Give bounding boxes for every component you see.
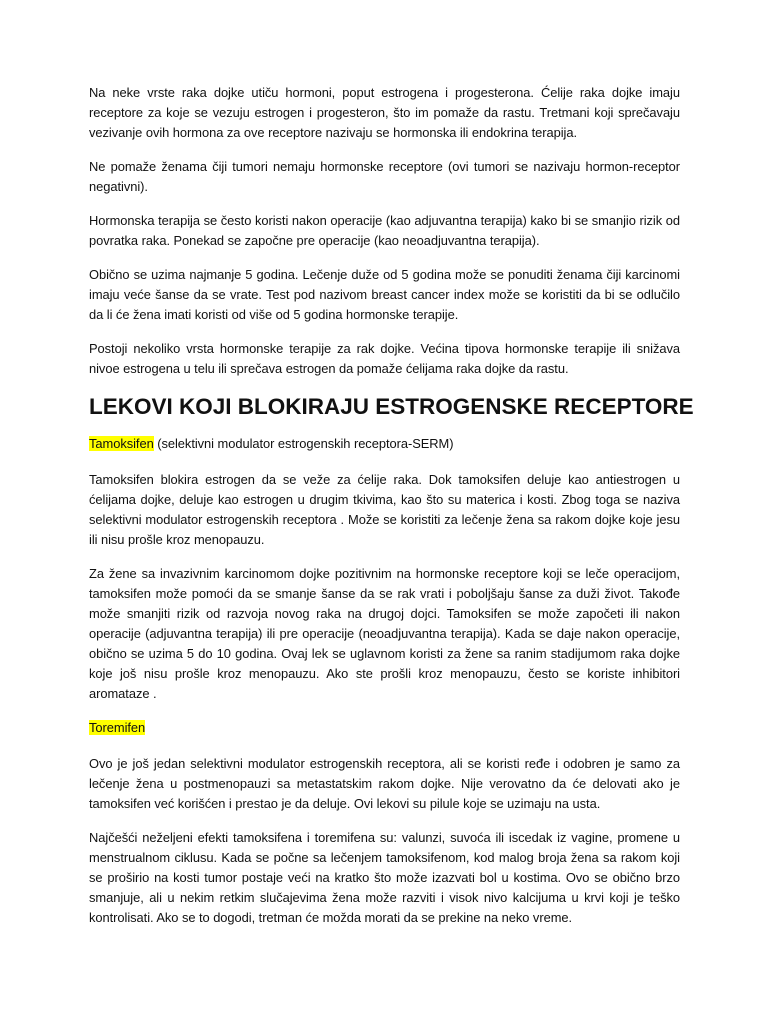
toremifen-highlight: Toremifen: [89, 720, 146, 735]
intro-paragraph-3: Hormonska terapija se često koristi nakon operacije (kao adjuvantna terapija) kako bi se smanjio rizik od povratka raka. Ponekad se započne pre operacije (kao neoadjuvantna terapija).: [89, 213, 680, 248]
tamoksifen-highlight: Tamoksifen: [89, 436, 154, 451]
intro-paragraph-4: Obično se uzima najmanje 5 godina. Lečenje duže od 5 godina može se ponuditi ženama čiji karcinomi imaju veće šanse da se vrate. Test pod nazivom breast cancer index može se koristiti da bi se odlučilo da li će žena imati koristi od više od 5 godina hormonske terapije.: [89, 267, 680, 322]
intro-paragraph-2: Ne pomaže ženama čiji tumori nemaju hormonske receptore (ovi tumori se nazivaju hormon-receptor negativni).: [89, 159, 680, 194]
tamoksifen-description: (selektivni modulator estrogenskih receptora-SERM): [153, 436, 454, 451]
intro-paragraph-1: Na neke vrste raka dojke utiču hormoni, poput estrogena i progesterona. Ćelije raka dojke imaju receptore za koje se vezuju estrogen i progesteron, što im pomaže da rastu. Tretmani koji sprečavaju vezivanje ovih hormona za ove receptore nazivaju se hormonska ili endokrina terapija.: [89, 85, 680, 140]
tamoksifen-paragraph-1: Tamoksifen blokira estrogen da se veže za ćelije raka. Dok tamoksifen deluje kao antiestrogen u ćelijama dojke, deluje kao estrogen u drugim tkivima, kao što su materica i kosti. Zbog toga se naziva selektivni modulator estrogenskih receptora . Može se koristiti za lečenje žena sa rakom dojke koje jesu ili nisu prošle kroz menopauzu.: [89, 472, 680, 547]
toremifen-paragraph-1: Ovo je još jedan selektivni modulator estrogenskih receptora, ali se koristi ređe i odobren je samo za lečenje žena u postmenopauzi sa metastatskim rakom dojke. Nije verovatno da će delovati ako je tamoksifen već korišćen i prestao je da deluje. Ovi lekovi su pilule koje se uzimaju na usta.: [89, 756, 680, 811]
side-effects-paragraph: Najčešći neželjeni efekti tamoksifena i toremifena su: valunzi, suvoća ili iscedak iz vagine, promene u menstrualnom ciklusu. Kada se počne sa lečenjem tamoksifenom, kod malog broja žena sa rakom koji se proširio na kosti tumor postaje veći na kratko što može izazvati bol u kostima. Ovo se obično brzo smanjuje, ali u nekim retkim slučajevima žena može razviti i visok nivo kalcijuma u krvi koji je teško kontrolisati. Ako se to dogodi, tretman će možda morati da se prekine na neko vreme.: [89, 830, 680, 925]
toremifen-subheading: [89, 718, 680, 738]
tamoksifen-paragraph-2: Za žene sa invazivnim karcinomom dojke pozitivnim na hormonske receptore koji se leče operacijom, tamoksifen može pomoći da se smanje šanse da se rak vrati i poboljšaju šanse za duži život. Takođe može smanjiti rizik od razvoja novog raka na drugoj dojci. Tamoksifen se može započeti ili nakon operacije (adjuvantna terapija) ili pre operacije (neoadjuvantna terapija). Kada se daje nakon operacije, obično se uzima 5 do 10 godina. Ovaj lek se uglavnom koristi za žene sa ranim stadijumom raka dojke koje još nisu prošle kroz menopauzu. Ako ste prošli kroz menopauzu, često se koriste inhibitori aromataze .: [89, 566, 680, 701]
tamoksifen-subheading: [89, 434, 680, 454]
document-page: [89, 83, 694, 942]
section-heading: LEKOVI KOJI BLOKIRAJU ESTROGENSKE RECEPTORE: [89, 394, 694, 419]
intro-paragraph-5: Postoji nekoliko vrsta hormonske terapije za rak dojke. Većina tipova hormonske terapije ili snižava nivoe estrogena u telu ili sprečava estrogen da pomaže ćelijama raka dojke da rastu.: [89, 341, 680, 376]
